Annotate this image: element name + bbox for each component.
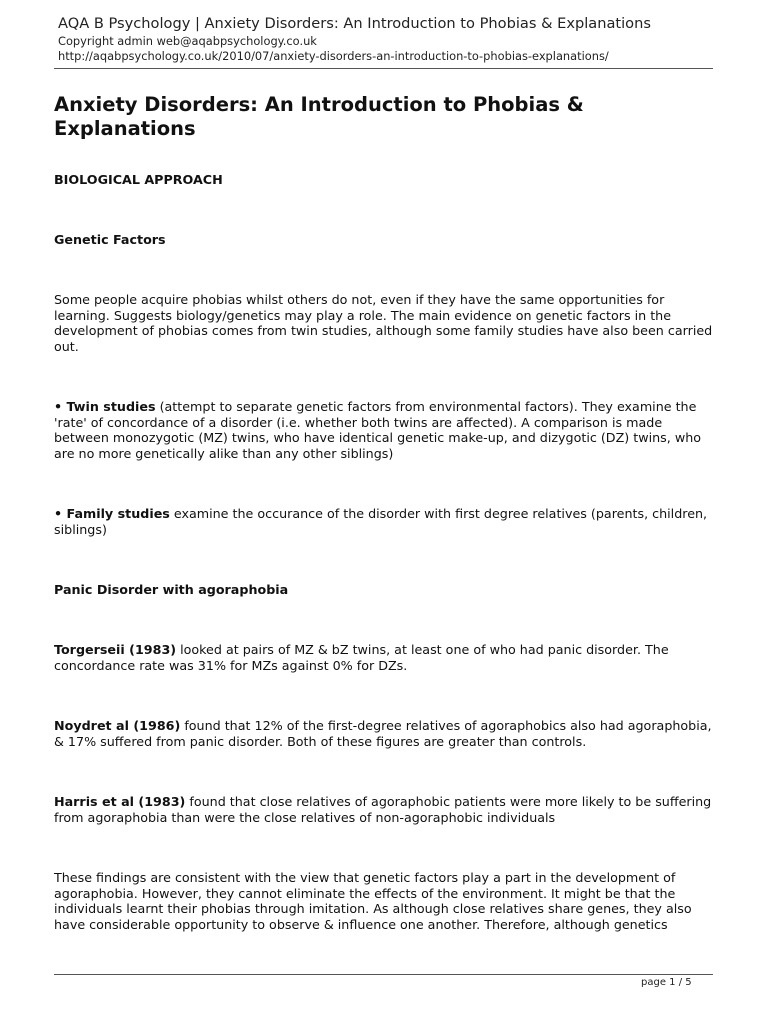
harris-paragraph xyxy=(54,794,720,825)
header-url: http://aqabpsychology.co.uk/2010/07/anxiety-disorders-an-introduction-to-phobias-explanations/ xyxy=(58,49,609,63)
noydret-text: found that 12% of the first-degree relatives of agoraphobics also had agoraphobia, & 17% suffered from panic disorder. Both of these figures are greater than controls. xyxy=(54,718,712,749)
header-divider xyxy=(54,68,713,69)
twin-studies-text: (attempt to separate genetic factors from environmental factors). They examine the 'rate' of concordance of a disorder (i.e. whether both twins are affected). A comparison is made between monozygotic (MZ) twins, who have identical genetic make-up, and dizygotic (DZ) twins, who are no more genetically alike than any other siblings) xyxy=(54,399,702,461)
section-heading: BIOLOGICAL APPROACH xyxy=(54,172,223,187)
header-title: AQA B Psychology | Anxiety Disorders: An Introduction to Phobias & Explanations xyxy=(58,15,651,32)
intro-paragraph: Some people acquire phobias whilst others do not, even if they have the same opportunities for learning. Suggests biology/genetics may play a role. The main evidence on genetic factors in the development of phobias comes from twin studies, although some family studies have also been carried out. xyxy=(54,292,713,354)
twin-studies-paragraph xyxy=(54,399,720,461)
twin-studies-label: • Twin studies xyxy=(54,399,156,414)
family-studies-paragraph xyxy=(54,506,720,537)
header-copyright: Copyright admin web@aqabpsychology.co.uk xyxy=(58,34,317,48)
noydret-citation: Noydret al (1986) xyxy=(54,718,181,733)
harris-text: found that close relatives of agoraphobic patients were more likely to be suffering from agoraphobia than were the close relatives of non-agoraphobic individuals xyxy=(54,794,712,825)
conclusion-paragraph: These findings are consistent with the view that genetic factors play a part in the development of agoraphobia. However, they cannot eliminate the effects of the environment. It might be that the individuals learnt their phobias through imitation. As although close relatives share genes, they also have considerable opportunity to observe & influence one another. Therefore, although genetics xyxy=(54,870,692,932)
noydret-paragraph xyxy=(54,718,720,749)
footer-divider xyxy=(54,974,713,975)
torgerseii-text: looked at pairs of MZ & bZ twins, at least one of who had panic disorder. The concordance rate was 31% for MZs against 0% for DZs. xyxy=(54,642,669,673)
subheading-panic-disorder: Panic Disorder with agoraphobia xyxy=(54,582,289,597)
document-title: Anxiety Disorders: An Introduction to Phobias & Explanations xyxy=(54,93,584,140)
torgerseii-citation: Torgerseii (1983) xyxy=(54,642,177,657)
torgerseii-paragraph xyxy=(54,642,720,673)
subheading-genetic-factors: Genetic Factors xyxy=(54,232,166,247)
family-studies-text: examine the occurance of the disorder with first degree relatives (parents, children, siblings) xyxy=(54,506,708,537)
harris-citation: Harris et al (1983) xyxy=(54,794,186,809)
page-number: page 1 / 5 xyxy=(641,977,692,988)
family-studies-label: • Family studies xyxy=(54,506,170,521)
